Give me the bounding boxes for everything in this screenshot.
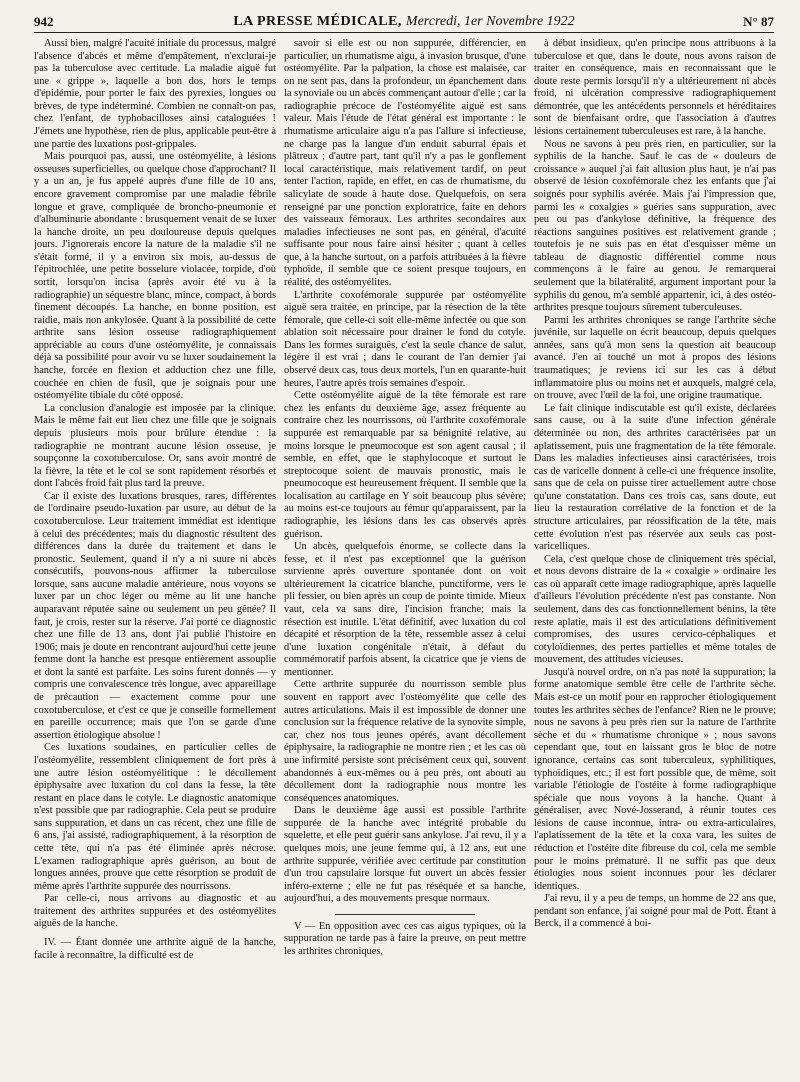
issue-number: N° 87 xyxy=(743,14,774,29)
header-rule xyxy=(34,32,774,33)
paragraph: J'ai revu, il y a peu de temps, un homme de 22 ans que, pendant son enfance, j'ai soigné pour mal de Pott. Étant à Berck, il a commencé à boi- xyxy=(534,893,776,930)
section-divider xyxy=(335,914,475,915)
issue-date: Mercredi, 1er Novembre 1922 xyxy=(405,14,575,29)
paragraph: à début insidieux, qu'en principe nous attribuons à la tuberculose et que, dans le doute, nous avons raison de traiter en conséquence, mais en reconnaissant que le doute reste permis lorsqu'il n'y a ultérieurement ni abcès froid, ni ulcération compressive radiographiquement démontrée, que les antécédents personnels et héréditaires sont de bienfaisant ordre, que l'association à d'autres lésions certainement tuberculeuses est rare, à la hanche. xyxy=(534,38,776,138)
paragraph: Cette ostéomyélite aiguë de la tête fémorale est rare chez les enfants du deuxième âge, assez fréquente au contraire chez les nourrissons, où l'arthrite coxofémorale suppurée est remarquable par sa bénignité relative, au moins lorsque le pneumocoque est son agent causal ; il semble, en effet, que le staphylocoque et surtout le streptocoque soient de mauvais pronostic, mais le pneumocoque est heureusement fréquent. Il semble que la localisation au cartilage en Y soit beaucoup plus sévère; au moins est-ce toujours au fémur qu'apparaissent, par la radiographie, les lésions dans les cas observés après guérison. xyxy=(284,390,526,540)
column-middle xyxy=(284,38,526,1076)
paragraph: Parmi les arthrites chroniques se range l'arthrite sèche juvénile, sur laquelle on écrit beaucoup, depuis quelques années, sans qu'à mon sens la question ait beaucoup avancé. J'en ai touché un mot à propos des lésions traumatiques; je reviens ici sur les cas à début inflammatoire plus ou moins net et auxquels, malgré cela, on trouve, avec l'œil de la foi, une origine traumatique. xyxy=(534,314,776,402)
paragraph: Aussi bien, malgré l'acuité initiale du processus, malgré l'absence d'abcès et même d'empâtement, n'exclurai-je pas la tuberculose avec certitude. La maladie aiguë fut une « grippe », laquelle a bon dos, hors le temps d'épidémie, pour porter le faix des pyrexies, longues ou brèves, de type indéterminé. Combien ne connaît-on pas, chez l'enfant, de typhobacilloses ainsi cataloguées ! J'émets une hypothèse, rien de plus, applicable peut-être à une partie des luxations post-grippales. xyxy=(34,38,276,150)
paragraph: L'arthrite coxofémorale suppurée par ostéomyélite aiguë sera traitée, en principe, par la résection de la tête fémorale, que celle-ci soit elle-même infectée ou que son ablation soit nécessaire pour drainer le fond du cotyle. Dans les formes suraiguës, c'est la seule chance de salut, légère il est vrai ; dans le courant de l'an dernier j'ai observé deux cas, tous deux mortels, l'un en quarante-huit heures, l'autre après trois semaines d'espoir. xyxy=(284,289,526,389)
paragraph: Mais pourquoi pas, aussi, une ostéomyélite, à lésions osseuses superficielles, ou quelque chose d'approchant? Il y a un an, je fus appelé auprès d'une fille de 10 ans, encore gravement compromise par une maladie fébrile longue et grave, compliquée de broncho-pneumonie et d'albuminurie abondante : brusquement venait de se luxer la hanche droite, un peu douloureuse depuis quelques jours. J'ignorerais encore la nature de la maladie s'il ne s'était formé, il y a environ six mois, au-dessus de l'épitrochlée, une petite bosselure violacée, torpide, d'où sortit, lorsqu'on incisa (après avoir été vu à la radiographie) un séquestre blanc, mince, compact, à bords finement découpés. La hanche, en bonne position, est raidie, mais non ankylosée. Quant à la possibilité de cette arthrite sans lésion osseuse radiographiquement appréciable au cours d'une ostéomyélite, je connaissais déjà sa possibilité pour avoir vu se luxer soudainement la hanche, forcée en flexion et adduction chez une fille, couchée en chien de fusil, que je soignais pour une ostéomyélite tibiale du côté opposé. xyxy=(34,151,276,402)
paragraph: V — En opposition avec ces cas aigus typiques, où la suppuration ne tarde pas à faire la preuve, on peut mettre les arthrites chroniques, xyxy=(284,920,526,958)
page-number: 942 xyxy=(34,14,54,29)
text-columns xyxy=(34,38,776,1076)
paragraph: Nous ne savons à peu près rien, en particulier, sur la syphilis de la hanche. Sauf le cas de « douleurs de croissance » auquel j'ai fait allusion plus haut, je n'ai pas observé de lésion coxofémorale chez les enfants que j'ai soignés pour syphilis avérée. Mais j'ai l'impression que, parmi les « coxalgies » guéries sans suppuration, avec peu ou pas d'ankylose définitive, la fréquence des réactions sanguines positives est relativement grande ; toutefois je ne suis pas en état d'esquisser même un tableau de diagnostic différentiel comme nous commençons à le faire au genou. Je remarquerai seulement que la bilatéralité, argument important pour la syphilis du genou, m'a semblé appartenir, ici, à des ostéo-arthrites presque toujours sûrement tuberculeuses. xyxy=(534,138,776,314)
paragraph: Un abcès, quelquefois énorme, se collecte dans la fesse, et il n'est pas exceptionnel que la guérison survienne après ouverture spontanée dont on voit ultérieurement la cicatrice blanche, punctiforme, vers le pli fessier, ou bien après un coup de pointe timide. Mieux vaut, cela va sans dire, l'incision franche; mais la résection est inutile. L'état définitif, avec luxation du col décapité et résorption de la tête, ressemble assez à celui d'une luxation congénitale n'était, à défaut du commémoratif parfois absent, la cicatrice que je viens de mentionner. xyxy=(284,541,526,678)
column-right xyxy=(534,38,776,1076)
paragraph: IV. — Étant donnée une arthrite aiguë de la hanche, facile à reconnaître, la difficulté est de xyxy=(34,937,276,961)
paragraph: Ces luxations soudaines, en particulier celles de l'ostéomyélite, ressemblent cliniquement de fort près à une autre lésion ostéomyélitique : le décollement épiphysaire avec luxation du col dans la fesse, la tête restant en place dans le cotyle. Le diagnostic anatomique n'est possible que par radiographie. Cela peut se produire sans suppuration, et dans un cas récent, chez une fille de 6 ans, j'ai assisté, radiographiquement, à la résorption de cette tête, qui n'a pas été éliminée après nécrose. L'examen radiographique après guérison, au bout de longues années, prouve que cette résorption se produit de même après l'arthrite suppurée des nourrissons. xyxy=(34,742,276,892)
journal-title-line xyxy=(34,14,774,30)
column-left xyxy=(34,38,276,1076)
paragraph: Cela, c'est quelque chose de cliniquement très spécial, et nous devons distraire de la « coxalgie » ordinaire les cas où apparaît cette image radiographique, après laquelle d'ailleurs l'évolution précédente n'est pas constante. Non seulement, dans des cas fonctionnellement bénins, la tête reste aplatie, mais il est des articulations définitivement compromises, des usures cervico-céphaliques et cotyloïdiennes, des pertes partielles et même totales de mouvement, des attitudes vicieuses. xyxy=(534,553,776,666)
paragraph: savoir si elle est ou non suppurée, différencier, en particulier, un rhumatisme aigu, à invasion brusque, d'une ostéomyélite. Par la palpation, la chose est malaisée, car on ne sent pas, dans la profondeur, un épanchement dans la synoviale ou un abcès commençant autour d'elle ; car la radiographie précoce de l'ostéomyélite aiguë est sans valeur. Mais l'étude de l'état général est importante : le rhumatisme articulaire aigu n'a pas l'allure si infectieuse, ne charge pas la langue d'un enduit saburral épais et plâtreux ; d'autre part, tant qu'il n'y a pas le gonflement local caractéristique, mais relativement tardif, on peut tenter l'action, rapide, en effet, en cas de rhumatisme, du salicylate de soude à haute dose. Quelquefois, on sera renseigné par une ponction exploratrice, faite en dehors des vaisseaux fémoraux. Les arthrites secondaires aux maladies infectieuses ne sont pas, en général, d'acuité suffisante pour nous faire ainsi hésiter ; quant à celles que, à la hanche surtout, on a parfois attribuées à la fièvre typhoïde, il semble que ce soient presque toujours, en réalité, des ostéomyélites. xyxy=(284,38,526,288)
paragraph: Car il existe des luxations brusques, rares, différentes de l'ordinaire pseudo-luxation par usure, au début de la coxotuberculose. Leur traitement immédiat est identique à celui des précédentes; mais du diagnostic résultent des différences dans la durée du traitement et dans le pronostic. Seulement, quand il n'y a ni suure ni abcès consécutifs, pouvons-nous affirmer la tuberculose lorsque, sans aucune maladie antérieure, nous voyons se luxer par un choc léger ou même au lit une hanche auparavant réputée saine ou seulement un peu gênée? Il faut, je crois, rester sur la réserve. J'ai porté ce diagnostic chez une fille de 13 ans, dont j'ai publié l'histoire en 1906; mais je doute en rencontrant aujourd'hui cette jeune femme dont la hanche est presque entièrement assouplie et dont la santé est parfaite. Les soins furent donnés — y compris une convalescence très longue, avec appareillage de précaution — exactement comme pour une coxotuberculose, et c'est ce que je conseille formellement en pareille occurrence; mais que l'on se garde d'une assertion étiologique absolue ! xyxy=(34,490,276,741)
paragraph: Jusqu'à nouvel ordre, on n'a pas noté la suppuration; la forme anatomique semble être celle de l'arthrite sèche. Mais est-ce un motif pour en rapprocher étiologiquement toutes les arthrites sèches de l'enfance? Rien ne le prouve; nous ne savons à peu près rien sur la nature de l'arthrite sèche et du « rhumatisme chronique » ; nous savons cependant que, tout en laissant gros le bloc de notre ignorance, certains cas sont tuberculeux, syphilitiques, typhoïdiques, etc.; il est fort possible que, de même, soit variable l'étiologie de l'ostéite à forme radiographique spéciale que nous voyons à la hanche. Quant à généraliser, avec Nové-Josserand, à réunir toutes ces lésions de cause inconnue, intra- ou extra-articulaires, l'aplatissement de la tête et la coxa vara, les suites de réduction et l'ostéite dite fibreuse du col, cela me semble pour le moins prématuré. Il ne suffit pas que deux étiologies nous soient inconnues pour les déclarer identiques. xyxy=(534,666,776,892)
paragraph: Cette arthrite suppurée du nourrisson semble plus souvent en rapport avec l'ostéomyélite que celle des autres articulations. Mais il est impossible de donner une conclusion sur la fréquence relative de la synovite simple, car, chez nos tous jeunes opérés, avant décollement épiphysaire, la radiographie ne montre rien ; et les cas où une infirmité persiste sont précisément ceux qui, souvent abandonnés à eux-mêmes ou à peu près, ont abouti au décollement dont la radiographie nous montre les conséquences anatomiques. xyxy=(284,679,526,804)
journal-name: LA PRESSE MÉDICALE, xyxy=(233,14,402,29)
paragraph: Le fait clinique indiscutable est qu'il existe, déclarées sans cause, ou à la suite d'une infection générale déterminée ou non, des arthrites caractérisées par un aplatissement, puis une fragmentation de la tête fémorale. Dans les maladies infectieuses ainsi caractérisées, trois cas de varicelle donnent à celle-ci une fréquence insolite, sans que de cela on puisse tirer actuellement autre chose qu'une constatation. Dans ces trois cas, sans doute, eut lieu la restauration corrélative de la fonction et de la structure articulaires, par réossification de la tête, mais cette évolution n'est pas réservée aux seuls cas post-varicelliques. xyxy=(534,402,776,553)
paragraph: La conclusion d'analogie est imposée par la clinique. Mais le même fait eut lieu chez une fille que je soignais depuis plusieurs mois pour brûlure étendue : la radiographie ne montrant aucune lésion osseuse, je soupçonne la coxotuberculose. Or, sans avoir montré de la fièvre, la tête et le col se sont rapidement résorbés et dont l'abcès froid fait plus tard la preuve. xyxy=(34,402,276,490)
paragraph: Dans le deuxième âge aussi est possible l'arthrite suppurée de la hanche avec intégrité probable du squelette, et elle peut guérir sans ankylose. J'ai revu, il y a quelques mois, une jeune femme qui, à 12 ans, eut une arthrite suppurée, vérifiée avec certitude par constitution d'un trou capsulaire lorsque fut ouvert un abcès fessier inféro-externe ; elle ne fut pas réséquée et sa hanche, aujourd'hui, a des mouvements presque normaux. xyxy=(284,805,526,905)
paragraph: Par celle-ci, nous arrivons au diagnostic et au traitement des arthrites suppurées et des ostéomyélites aiguës de la hanche. xyxy=(34,893,276,930)
